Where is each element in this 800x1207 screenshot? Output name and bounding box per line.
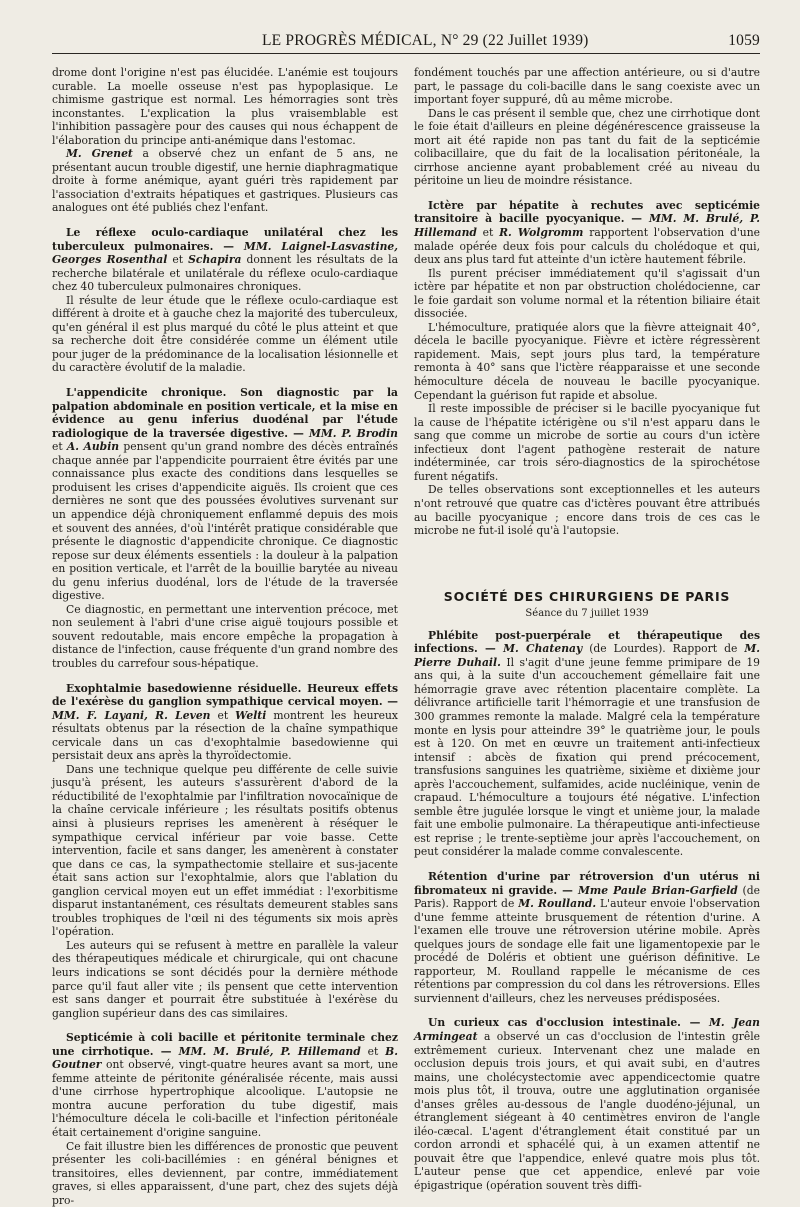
- body-text: donnent les résultats de la recherche bilatérale et unilatérale du réflexe oculo-cardiaque chez 40 tuberculeux pulmonaires chroniques.: [52, 253, 398, 294]
- author-names: M. Roulland.: [518, 897, 597, 911]
- author-names: B. Goutner: [52, 1044, 398, 1072]
- paragraph: [414, 107, 760, 188]
- connector-text: et: [210, 708, 236, 722]
- body-text: Dans le cas présent il semble que, chez une cirrhotique dont le foie était d'ailleurs en pleine dégénérescence graisseuse la mort ait été rapide non pas tant du fait de la septicémie colibacillaire, que du fait de la localisation péritonéale, la cirrhose ancienne ayant probablement créé au niveau du péritoine un lieu de moindre résistance.: [414, 106, 760, 188]
- article-heading: Ictère par hépatite à rechutes avec septicémie transitoire à bacille pyocyanique. —: [414, 198, 760, 226]
- author-names: MM. M. Brulé, P. Hillemand: [178, 1044, 361, 1058]
- connector-text: (de Paris). Rapport de: [414, 883, 760, 911]
- connector-text: et: [360, 1044, 386, 1058]
- society-heading: SOCIÉTÉ DES CHIRURGIENS DE PARIS: [443, 588, 731, 604]
- body-text: pensent qu'un grand nombre des décès entraînés chaque année par l'appendicite pourraient être évités par une connaissance plus exacte des conditions dans lesquelles se produisent les crises d'appendicite aiguës. Ils croient que ces dernières ne sont que des poussées évolutives survenant sur un appendice déjà chroniquement enflammé depuis des mois et souvent des années, d'où l'intérêt pratique considérable que présente le diagnostic d'appendicite chronique. Ce diagnostic repose sur deux éléments essentiels : la douleur à la palpation en position verticale, et l'arrêt de la bouillie barytée au niveau du genu inferius duodénal, lors de l'étude de la traversée digestive.: [52, 440, 398, 603]
- paragraph: [52, 1140, 398, 1207]
- paragraph: [52, 763, 398, 939]
- article-heading: Septicémie à coli bacille et péritonite terminale chez une cirrhotique. —: [52, 1031, 398, 1058]
- author-names: MM. F. Layani, R. Leven: [52, 708, 211, 722]
- body-text: a observé chez un enfant de 5 ans, ne présentant aucun trouble digestif, une hernie diaphragmatique droite à forme anémique, ayant guéri très rapidement par l'association d'extraits hépatiques et gastriques. Plusieurs cas analogues ont été publiés chez l'enfant.: [52, 147, 398, 215]
- body-text: Dans une technique quelque peu différente de celle suivie jusqu'à présent, les auteurs s'assurèrent d'abord de la réductibilité de l'exophtalmie par l'infiltration novocaïnique de la chaîne cervicale inférieure ; les résultats positifs obtenus ainsi à plusieurs reprises les amenèrent à réséquer le sympathique cervical inférieur par voie basse. Cette intervention, facile et sans danger, les amenèrent à constater que dans ce cas, la sympathectomie stellaire et sus-jacente était sans action sur l'exophtalmie, alors que l'ablation du ganglion cervical moyen eut un effet immédiat : l'exorbitisme disparut instantanément, ces résultats demeurent stables sans troubles trophiques de l'œil ni des téguments six mois après l'opération.: [52, 762, 398, 939]
- page-number: 1059: [728, 32, 760, 49]
- author-names: Welti: [235, 708, 267, 722]
- paragraph: [414, 402, 760, 483]
- header-rule: [52, 53, 760, 54]
- paragraph: [52, 603, 398, 671]
- article-paragraph: [414, 1016, 760, 1192]
- author-names: M. Pierre Duhail.: [414, 642, 760, 669]
- body-text: L'auteur envoie l'observation d'une femme atteinte brusquement de rétention d'urine. A l'examen elle trouve une rétroversion utérine mobile. Après quelques jours de sondage elle fait une ligamentopexie par le procédé de Doléris et obtient une guérison définitive. Le rapporteur, M. Roulland rappelle le mécanisme de ces rétentions par compression du col dans les rétroversions. Elles surviennent d'ailleurs, chez les nerveuses prédisposées.: [414, 897, 761, 1005]
- paragraph: [414, 483, 760, 537]
- author-names: MM. P. Brodin: [308, 426, 398, 440]
- connector-text: et: [476, 226, 500, 240]
- paragraph: [52, 147, 398, 215]
- article-paragraph: [52, 1031, 398, 1139]
- paragraph: [52, 294, 398, 375]
- right-column-bottom: [414, 629, 760, 1193]
- right-column-top: [414, 66, 760, 538]
- paragraph: [52, 66, 398, 147]
- body-text: Ce fait illustre bien les différences de pronostic que peuvent présenter les coli-bacillémies : en général bénignes et transitoires, elles deviennent, par contre, immédiatement graves, si elles apparaissent, d'une part, chez des sujets déjà pro-: [52, 1139, 398, 1207]
- article-heading: Exophtalmie basedowienne résiduelle. Heureux effets de l'exérèse du ganglion sympathique cervical moyen. —: [52, 681, 398, 709]
- body-text: Il reste impossible de préciser si le bacille pyocyanique fut la cause de l'hépatite ictérigène ou s'il n'est apparu dans le sang que comme un microbe de sortie au cours d'un ictère infectieux dont l'agent pathogène resterait de nature indéterminée, car trois séro-diagnostics de la spirochétose furent négatifs.: [414, 402, 760, 483]
- author-names: M. Grenet: [66, 147, 133, 161]
- running-header: [52, 30, 760, 52]
- article-paragraph: [52, 226, 398, 294]
- author-names: M. Chatenay: [503, 642, 583, 656]
- body-text: Ils purent préciser immédiatement qu'il s'agissait d'un ictère par hépatite et non par obstruction cholédocienne, car le foie gardait son volume normal et la rétention biliaire était dissociée.: [414, 266, 760, 321]
- paragraph: [414, 267, 760, 321]
- article-paragraph: [414, 199, 760, 267]
- author-names: Schapira: [188, 253, 242, 267]
- body-text: L'hémoculture, pratiquée alors que la fièvre atteignait 40°, décela le bacille pyocyanique. Fièvre et ictère régressèrent rapidement. Mais, sept jours plus tard, la température remonta à 40° sans que l'ictère réapparaisse et une seconde hémoculture décela de nouveau le bacille pyocyanique. Cependant la guérison fut rapide et absolue.: [414, 320, 760, 402]
- author-names: Mme Paule Brian-Garfield: [577, 883, 738, 897]
- body-text: ont observé, vingt-quatre heures avant sa mort, une femme atteinte de péritonite généralisée récente, mais aussi d'une cirrhose hypertrophique alcoolique. L'autopsie ne montra aucune perforation du tube digestif, mais l'hémoculture décela le coli-bacille et l'infection péritonéale était certainement d'origine sanguine.: [52, 1058, 398, 1140]
- body-text: a observé un cas d'occlusion de l'intestin grêle extrêmement curieux. Intervenant chez une malade en occlusion depuis trois jours, et qui avait subi, en d'autres mains, une cholécystectomie avec appendicectomie quatre mois plus tôt, il trouva, outre une agglutination organisée d'anses grêles au-dessous de l'angle duodéno-jéjunal, un étranglement siégeant à 40 centimètres environ de l'angle iléo-cæcal. L'agent d'étranglement était constitué par un cordon arrondi et sphacélé qui, à un examen attentif ne pouvait être que l'appendice, enlevé quatre mois plus tôt. L'auteur pense que cet appendice, enlevé par voie épigastrique (opération souvent très diffi-: [414, 1030, 760, 1193]
- article-heading: Le réflexe oculo-cardiaque unilatéral chez les tuberculeux pulmonaires. —: [52, 226, 398, 253]
- article-paragraph: [414, 629, 760, 859]
- article-paragraph: [52, 682, 398, 763]
- left-column: [52, 66, 398, 1207]
- connector-text: et: [52, 440, 67, 454]
- article-heading: Phlébite post-puerpérale et thérapeutique des infections. —: [414, 628, 760, 656]
- body-text: fondément touchés par une affection antérieure, ou si d'autre part, le passage du coli-bacille dans le sang coexiste avec un important foyer suppuré, dû au même microbe.: [414, 66, 760, 107]
- article-paragraph: [52, 386, 398, 603]
- article-paragraph: [414, 870, 760, 1005]
- body-text: Ce diagnostic, en permettant une intervention précoce, met non seulement à l'abri d'une crise aiguë toujours possible et souvent redoutable, mais encore empêche la propagation à distance de l'infection, cause fréquente d'un grand nombre des troubles du carrefour sous-hépatique.: [52, 602, 398, 670]
- right-column: [414, 66, 760, 1193]
- article-heading: L'appendicite chronique. Son diagnostic par la palpation abdominale en position verticale, et la mise en évidence au genu inferius duodénal par l'étude radiologique de la traversée digestive. —: [52, 386, 398, 440]
- author-names: M. Jean Armingeat: [414, 1016, 760, 1043]
- body-text: montrent les heureux résultats obtenus par la résection de la chaîne sympathique cervicale dans un cas d'exophtalmie basedowienne qui persistait deux ans après la thyroïdectomie.: [52, 708, 398, 763]
- connector-text: et: [167, 253, 189, 267]
- author-names: R. Wolgromm: [499, 226, 584, 240]
- author-names: A. Aubin: [66, 440, 120, 454]
- body-text: drome dont l'origine n'est pas élucidée. L'anémie est toujours curable. La moelle osseuse n'est pas hypoplasique. Le chimisme gastrique est normal. Les hémorragies sont très inconstantes. L'explication la plus vraisemblable est l'inhibition passagère pour des causes qui nous échappent de l'élaboration du principe anti-anémique dans l'estomac.: [52, 66, 398, 147]
- body-text: De telles observations sont exceptionnelles et les auteurs n'ont retrouvé que quatre cas d'ictères pouvant être attribués au bacille pyocyanique ; encore dans trois de ces cas le microbe ne fut-il isolé qu'à l'autopsie.: [414, 483, 760, 538]
- body-text: Il s'agit d'une jeune femme primipare de 19 ans qui, à la suite d'un accouchement gémellaire fait une hémorragie grave avec rétention placentaire complète. La délivrance artificielle tarit l'hémorragie et une transfusion de 300 grammes remonte la malade. Malgré cela la température monte en lysis pour atteindre 39° le quatrième jour, le pouls est à 120. On met en œuvre un traitement anti-infectieux intensif : abcès de fixation qui prend précocement, transfusions sanguines les quatrième, sixième et dixième jour après l'accouchement, sulfamides, acide nucléinique, venin de crapaud. L'hémoculture a toujours été négative. L'infection semble être jugulée lorsque le vingt et unième jour, la malade fait une embolie pulmonaire. La thérapeutique anti-infectieuse est reprise ; le trente-septième jour après l'accouchement, on peut considérer la malade comme convalescente.: [414, 655, 760, 859]
- author-names: MM. Laignel-Lasvastine, Georges Rosenthal: [52, 239, 398, 267]
- article-heading: Rétention d'urine par rétroversion d'un utérus ni fibromateux ni gravide. —: [414, 869, 760, 897]
- body-text: Les auteurs qui se refusent à mettre en parallèle la valeur des thérapeutiques médicale et chirurgicale, qui ont chacune leurs indications se sont décidés pour la dernière méthode parce qu'il faut aller vite ; ils pensent que cette intervention est sans danger et pourrait être substituée à l'exérèse du ganglion supérieur dans des cas similaires.: [52, 938, 398, 1020]
- paragraph: [52, 939, 398, 1020]
- body-text: rapportent l'observation d'une malade opérée deux fois pour calculs du cholédoque et qui, deux ans plus tard fut atteinte d'un ictère hautement fébrile.: [414, 226, 760, 267]
- body-text: Il résulte de leur étude que le réflexe oculo-cardiaque est différent à droite et à gauche chez la majorité des tuberculeux, qu'en général il est plus marqué du côté le plus atteint et que sa recherche doit être considérée comme un élément utile pour juger de la prédominance de la localisation lésionnelle et du caractère évolutif de la maladie.: [52, 293, 398, 375]
- paragraph: [414, 66, 760, 107]
- journal-title: LE PROGRÈS MÉDICAL, N° 29 (22 Juillet 1939): [262, 32, 589, 49]
- seance-date: Séance du 7 juillet 1939: [525, 608, 649, 620]
- article-heading: Un curieux cas d'occlusion intestinale. —: [428, 1016, 709, 1030]
- paragraph: [414, 321, 760, 402]
- author-names: MM. M. Brulé, P. Hillemand: [414, 212, 760, 240]
- connector-text: (de Lourdes). Rapport de: [582, 642, 745, 656]
